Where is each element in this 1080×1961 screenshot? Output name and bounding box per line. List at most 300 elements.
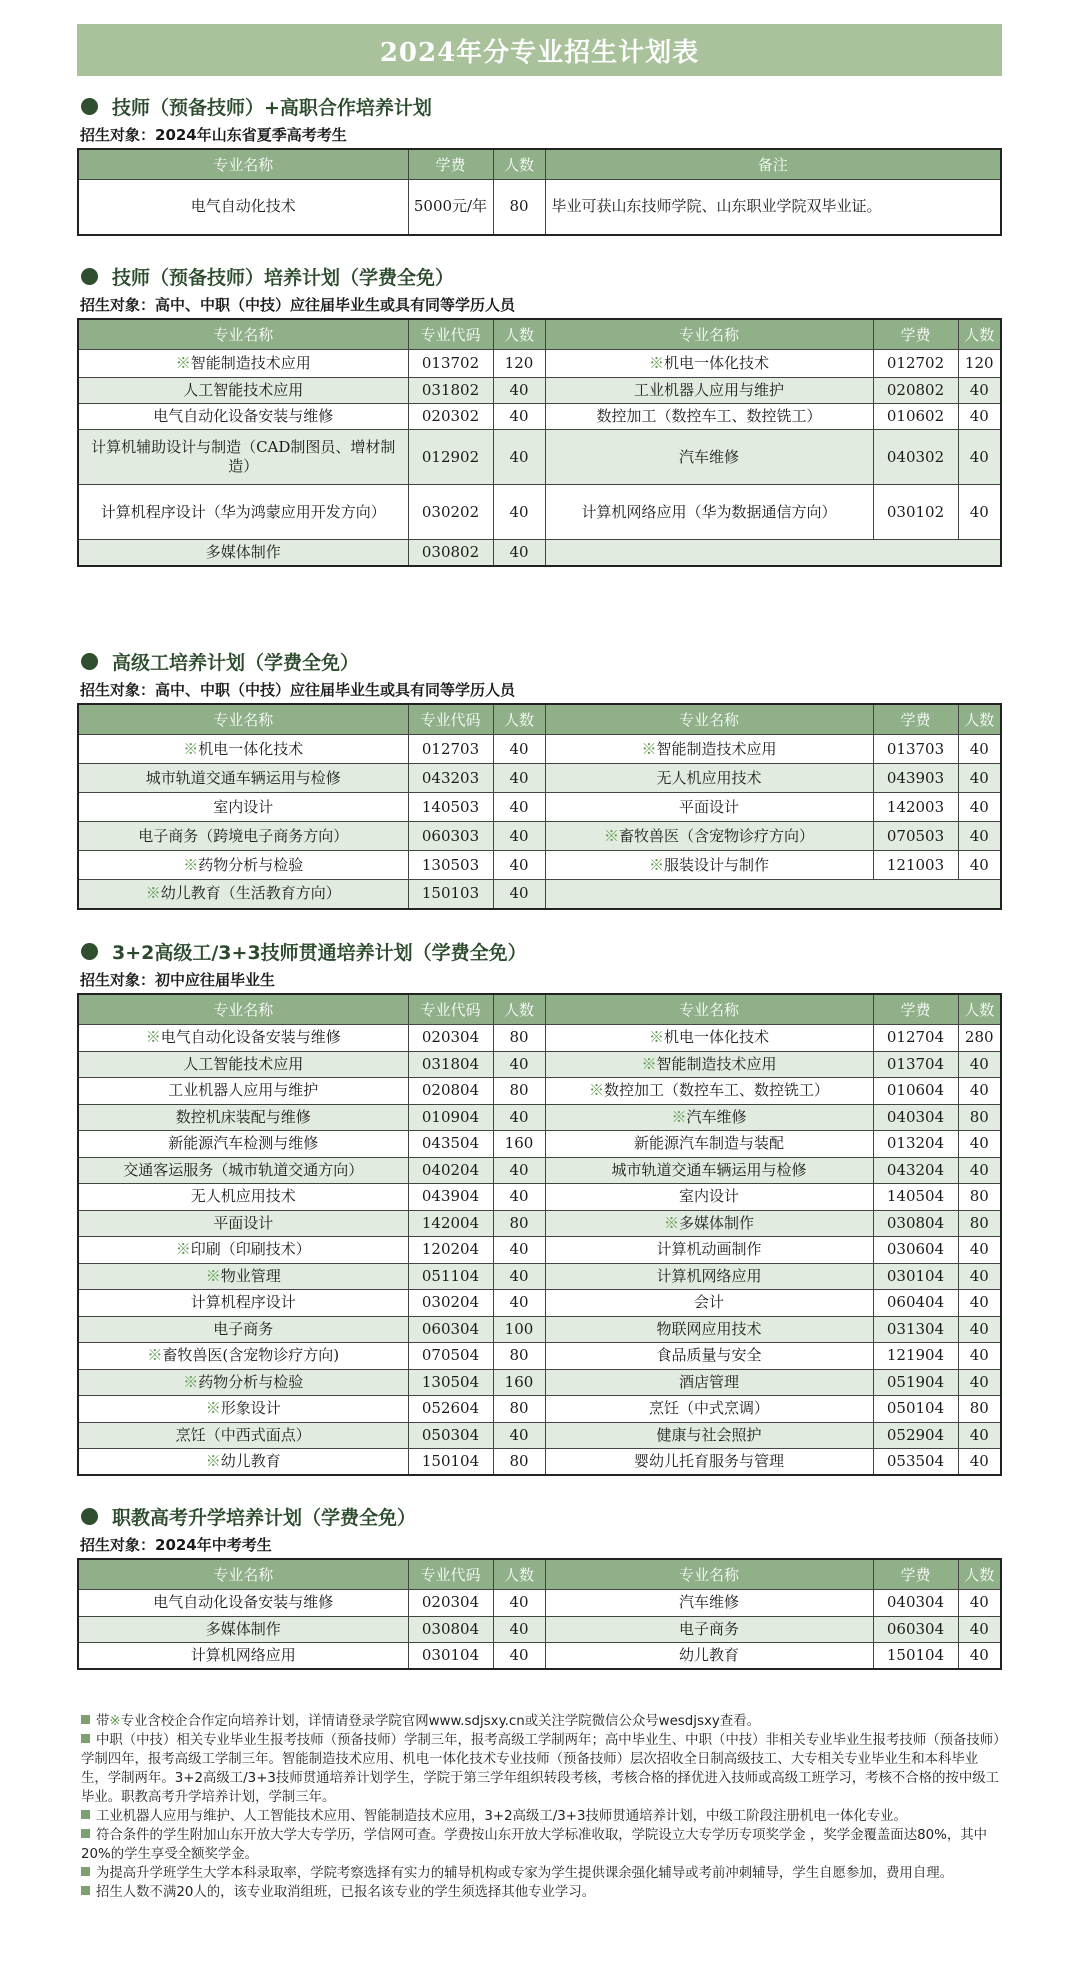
cell-code: 043504 <box>408 1131 493 1158</box>
cell-count: 40 <box>493 1643 545 1670</box>
cell-code: 051904 <box>873 1369 958 1396</box>
bullet-icon <box>81 1508 98 1525</box>
section-3-heading <box>77 645 1002 677</box>
cell-code: 012702 <box>873 350 958 378</box>
cell-count: 40 <box>493 430 545 485</box>
cell-code: 020804 <box>408 1078 493 1105</box>
cell-count: 40 <box>493 540 545 566</box>
cell-major: ※智能制造技术应用 <box>78 350 408 378</box>
section-5-heading <box>77 1500 1002 1532</box>
cell-code: 020802 <box>873 378 958 404</box>
column-header: 人数 <box>958 994 1001 1025</box>
square-bullet-icon <box>81 1715 90 1724</box>
cell-code: 140503 <box>408 793 493 822</box>
section-4-title: 3+2高级工/3+3技师贯通培养计划（学费全免） <box>112 941 527 964</box>
cell-code: 030604 <box>873 1237 958 1264</box>
cell-count: 40 <box>958 851 1001 880</box>
cooperation-mark-icon: ※ <box>648 855 664 874</box>
table-row <box>78 1396 1001 1423</box>
cooperation-mark-icon: ※ <box>183 1372 199 1391</box>
column-header: 专业代码 <box>408 994 493 1025</box>
section-3-target: 招生对象：高中、中职（中技）应往届毕业生或具有同等学历人员 <box>80 681 516 699</box>
cell-count: 40 <box>493 764 545 793</box>
cell-code: 030204 <box>408 1290 493 1317</box>
cell-code: 031802 <box>408 378 493 404</box>
cell-code: 013703 <box>873 735 958 764</box>
cell-count: 40 <box>493 1184 545 1211</box>
cell-major: ※智能制造技术应用 <box>545 1051 873 1078</box>
cell-code: 010602 <box>873 404 958 430</box>
cooperation-mark-icon: ※ <box>671 1107 687 1126</box>
table-5 <box>77 1558 1002 1670</box>
table-row <box>78 793 1001 822</box>
cell-major: 会计 <box>545 1290 873 1317</box>
table-row <box>78 1422 1001 1449</box>
cell-code: 040204 <box>408 1157 493 1184</box>
cell-code: 013702 <box>408 350 493 378</box>
section-2-title: 技师（预备技师）培养计划（学费全免） <box>112 266 455 289</box>
cell-major: 婴幼儿托育服务与管理 <box>545 1449 873 1476</box>
cell-count: 160 <box>493 1131 545 1158</box>
note-text: 招生人数不满20人的，该专业取消组班，已报名该专业的学生须选择其他专业学习。 <box>96 1885 596 1900</box>
cell-major: 无人机应用技术 <box>78 1184 408 1211</box>
section-2-target: 招生对象：高中、中职（中技）应往届毕业生或具有同等学历人员 <box>80 296 516 314</box>
cell-major: 城市轨道交通车辆运用与检修 <box>78 764 408 793</box>
cooperation-mark-icon: ※ <box>648 1028 664 1047</box>
column-header: 专业名称 <box>78 319 408 350</box>
table-row <box>78 735 1001 764</box>
cell-count: 40 <box>958 822 1001 851</box>
cell-count: 40 <box>958 1290 1001 1317</box>
section-5-title: 职教高考升学培养计划（学费全免） <box>112 1506 417 1529</box>
cell-code: 043904 <box>408 1184 493 1211</box>
cell-major: ※幼儿教育 <box>78 1449 408 1476</box>
cell-count: 40 <box>493 1104 545 1131</box>
cell-major: 平面设计 <box>545 793 873 822</box>
section-5-target: 招生对象：2024年中考考生 <box>80 1536 272 1554</box>
cell-count: 40 <box>958 1369 1001 1396</box>
cell-major: 交通客运服务（城市轨道交通方向） <box>78 1157 408 1184</box>
bullet-icon <box>81 268 98 285</box>
section-2 <box>77 260 1002 567</box>
note-item <box>81 1883 1002 1902</box>
cell-code: 030202 <box>408 485 493 540</box>
th-fee: 学费 <box>408 149 493 180</box>
section-5 <box>77 1500 1002 1670</box>
cell-major: 计算机辅助设计与制造（CAD制图员、增材制造） <box>78 430 408 485</box>
table-row <box>78 1237 1001 1264</box>
cooperation-mark-icon: ※ <box>147 1346 163 1365</box>
cell-code: 020304 <box>408 1025 493 1052</box>
table-row <box>78 822 1001 851</box>
cell-code: 150104 <box>408 1449 493 1476</box>
cell-major: ※机电一体化技术 <box>545 1025 873 1052</box>
cell-count: 40 <box>493 1422 545 1449</box>
cooperation-mark-icon: ※ <box>183 739 199 758</box>
cell-count: 40 <box>493 1237 545 1264</box>
cell-major: 无人机应用技术 <box>545 764 873 793</box>
cell-code: 121904 <box>873 1343 958 1370</box>
table-row <box>78 1184 1001 1211</box>
table-row <box>78 1590 1001 1617</box>
note-item <box>81 1731 1002 1807</box>
column-header: 人数 <box>493 319 545 350</box>
cell-major: 汽车维修 <box>545 1590 873 1617</box>
table-row <box>78 350 1001 378</box>
section-1-target: 招生对象：2024年山东省夏季高考考生 <box>80 126 347 144</box>
cell-major: 电气自动化设备安装与维修 <box>78 1590 408 1617</box>
cell-major: ※畜牧兽医（含宠物诊疗方向） <box>545 822 873 851</box>
cell-major: ※智能制造技术应用 <box>545 735 873 764</box>
cell-count: 80 <box>958 1396 1001 1423</box>
section-1-heading <box>77 90 1002 122</box>
cell-count: 80 <box>493 1449 545 1476</box>
table-row <box>78 1643 1001 1670</box>
cooperation-mark-icon: ※ <box>205 1266 221 1285</box>
bullet-icon <box>81 98 98 115</box>
cell-code: 043204 <box>873 1157 958 1184</box>
cell-major: 工业机器人应用与维护 <box>545 378 873 404</box>
cell-code: 060304 <box>408 1316 493 1343</box>
table-row <box>78 880 1001 909</box>
note-text: 符合条件的学生附加山东开放大学大专学历，学信网可查。学费按山东开放大学标准收取，学院设立大专学历专项奖学金 ，奖学金覆盖面达80%，其中20%的学生享受全额奖学金。 <box>81 1828 988 1862</box>
cell-major: 多媒体制作 <box>78 540 408 566</box>
cell-major: 数控机床装配与维修 <box>78 1104 408 1131</box>
cell-count: 40 <box>493 1290 545 1317</box>
cell-major: 工业机器人应用与维护 <box>78 1078 408 1105</box>
cell-count: 40 <box>493 1263 545 1290</box>
table-row <box>78 1369 1001 1396</box>
cooperation-mark-icon: ※ <box>588 1081 604 1100</box>
table-row <box>78 1051 1001 1078</box>
cell-count: 40 <box>958 1157 1001 1184</box>
table-row <box>78 1343 1001 1370</box>
cell-code: 040304 <box>873 1590 958 1617</box>
cell-major: ※药物分析与检验 <box>78 851 408 880</box>
cell-code: 012902 <box>408 430 493 485</box>
cell-count: 40 <box>493 1590 545 1617</box>
cell-major: 幼儿教育 <box>545 1643 873 1670</box>
cell-count: 80 <box>493 1025 545 1052</box>
cell-major: 室内设计 <box>545 1184 873 1211</box>
cell-major: 汽车维修 <box>545 430 873 485</box>
cell-code: 060303 <box>408 822 493 851</box>
section-3 <box>77 645 1002 910</box>
cell-code: 030104 <box>408 1643 493 1670</box>
cell-code: 142004 <box>408 1210 493 1237</box>
cell-code: 052904 <box>873 1422 958 1449</box>
cell-major: ※印刷（印刷技术） <box>78 1237 408 1264</box>
cell-code: 052604 <box>408 1396 493 1423</box>
cell-code: 142003 <box>873 793 958 822</box>
cell-count: 40 <box>958 1616 1001 1643</box>
cooperation-mark-icon: ※ <box>145 1028 161 1047</box>
column-header: 人数 <box>958 1559 1001 1590</box>
table-4 <box>77 993 1002 1476</box>
page-title: 2024年分专业招生计划表 <box>77 24 1002 76</box>
cell-major: ※多媒体制作 <box>545 1210 873 1237</box>
cell-major: 人工智能技术应用 <box>78 1051 408 1078</box>
cell-remark: 毕业可获山东技师学院、山东职业学院双毕业证。 <box>545 180 1001 235</box>
table-row <box>78 1316 1001 1343</box>
cell-count: 80 <box>493 1343 545 1370</box>
cell-count: 100 <box>493 1316 545 1343</box>
cell-count: 80 <box>493 1396 545 1423</box>
table-row <box>78 540 1001 566</box>
cell-major: 城市轨道交通车辆运用与检修 <box>545 1157 873 1184</box>
cooperation-mark-icon: ※ <box>175 1240 191 1259</box>
cell-major: ※机电一体化技术 <box>78 735 408 764</box>
column-header: 学费 <box>873 319 958 350</box>
column-header: 专业名称 <box>545 704 873 735</box>
column-header: 专业代码 <box>408 319 493 350</box>
empty-cell <box>545 880 1001 909</box>
cell-count: 40 <box>958 1263 1001 1290</box>
cell-major: ※数控加工（数控车工、数控铣工） <box>545 1078 873 1105</box>
section-4 <box>77 935 1002 1476</box>
cell-count: 40 <box>958 1449 1001 1476</box>
column-header: 专业名称 <box>545 1559 873 1590</box>
note-text: 中职（中技）相关专业毕业生报考技师（预备技师）学制三年，报考高级工学制两年；高中毕业生、中职（中技）非相关专业毕业生报考技师（预备技师）学制四年，报考高级工学制三年。智能制造技术应用、机电一体化技术专业技师（预备技师）层次招收全日制高级技工、大专相关专业毕业生和本科毕业生，学制两年。3+2高级工/3+3技师贯通培养计划学生，学院于第三学年组织转段考核，考核合格的择优进入技师或高级工班学习，考核不合格的按中级工毕业。职教高考升学培养计划，学制三年。 <box>81 1733 1000 1805</box>
cell-major: 数控加工（数控车工、数控铣工） <box>545 404 873 430</box>
cell-code: 030102 <box>873 485 958 540</box>
cell-code: 040304 <box>873 1104 958 1131</box>
cell-major: 新能源汽车制造与装配 <box>545 1131 873 1158</box>
note-item <box>81 1712 1002 1731</box>
cell-count: 40 <box>493 793 545 822</box>
square-bullet-icon <box>81 1734 90 1743</box>
cell-count: 40 <box>958 764 1001 793</box>
cell-code: 053504 <box>873 1449 958 1476</box>
cell-code: 040302 <box>873 430 958 485</box>
cell-major: 健康与社会照护 <box>545 1422 873 1449</box>
section-1-title: 技师（预备技师）+高职合作培养计划 <box>112 96 432 119</box>
column-header: 专业名称 <box>78 1559 408 1590</box>
cell-major: ※幼儿教育（生活教育方向） <box>78 880 408 909</box>
cell-count: 40 <box>958 1422 1001 1449</box>
table-row <box>78 1131 1001 1158</box>
cell-major: 多媒体制作 <box>78 1616 408 1643</box>
cell-count: 40 <box>958 735 1001 764</box>
cell-major: 计算机程序设计（华为鸿蒙应用开发方向） <box>78 485 408 540</box>
cell-code: 030104 <box>873 1263 958 1290</box>
cell-count: 40 <box>493 1157 545 1184</box>
cooperation-mark-icon: ※ <box>205 1452 221 1470</box>
cell-count: 80 <box>493 1210 545 1237</box>
column-header: 人数 <box>493 1559 545 1590</box>
cooperation-mark-icon: ※ <box>648 354 664 372</box>
cell-code: 031304 <box>873 1316 958 1343</box>
cell-count: 120 <box>958 350 1001 378</box>
cell-major: 烹饪（中西式面点） <box>78 1422 408 1449</box>
note-text: 为提高升学班学生大学本科录取率，学院考察选择有实力的辅导机构或专家为学生提供课余强化辅导或考前冲刺辅导，学生自愿参加，费用自理。 <box>96 1866 953 1881</box>
cell-count: 40 <box>493 485 545 540</box>
table-row <box>78 1078 1001 1105</box>
cell-count: 80 <box>493 180 545 235</box>
cell-major: 人工智能技术应用 <box>78 378 408 404</box>
cell-code: 031804 <box>408 1051 493 1078</box>
cell-count: 80 <box>958 1104 1001 1131</box>
cell-major: ※畜牧兽医(含宠物诊疗方向) <box>78 1343 408 1370</box>
table-2 <box>77 318 1002 567</box>
cell-code: 043903 <box>873 764 958 793</box>
note-text: 工业机器人应用与维护、人工智能技术应用、智能制造技术应用，3+2高级工/3+3技师贯通培养计划，中级工阶段注册机电一体化专业。 <box>96 1809 907 1824</box>
column-header: 专业名称 <box>545 994 873 1025</box>
cell-code: 050104 <box>873 1396 958 1423</box>
column-header: 专业代码 <box>408 1559 493 1590</box>
note-item <box>81 1807 1002 1826</box>
table-row <box>78 851 1001 880</box>
cell-major: 电气自动化技术 <box>78 180 408 235</box>
column-header: 专业名称 <box>78 994 408 1025</box>
cell-code: 012704 <box>873 1025 958 1052</box>
th-count: 人数 <box>493 149 545 180</box>
note-text: 带※专业含校企合作定向培养计划，详情请登录学院官网www.sdjsxy.cn或关注学院微信公众号wesdjsxy查看。 <box>96 1714 760 1729</box>
column-header: 人数 <box>958 319 1001 350</box>
cell-code: 030804 <box>873 1210 958 1237</box>
cell-major: ※汽车维修 <box>545 1104 873 1131</box>
cell-count: 160 <box>493 1369 545 1396</box>
cell-major: 电子商务（跨境电子商务方向） <box>78 822 408 851</box>
square-bullet-icon <box>81 1810 90 1819</box>
cell-count: 40 <box>493 880 545 909</box>
square-bullet-icon <box>81 1829 90 1838</box>
cell-code: 013704 <box>873 1051 958 1078</box>
cell-count: 120 <box>493 350 545 378</box>
cell-count: 40 <box>493 378 545 404</box>
table-row <box>78 1616 1001 1643</box>
section-3-title: 高级工培养计划（学费全免） <box>112 651 360 674</box>
cell-code: 020302 <box>408 404 493 430</box>
cooperation-mark-icon: ※ <box>641 739 657 758</box>
cell-count: 280 <box>958 1025 1001 1052</box>
cooperation-mark-icon: ※ <box>603 826 619 845</box>
cell-count: 40 <box>958 485 1001 540</box>
cell-code: 150103 <box>408 880 493 909</box>
cell-code: 060304 <box>873 1616 958 1643</box>
cell-major: ※机电一体化技术 <box>545 350 873 378</box>
column-header: 学费 <box>873 1559 958 1590</box>
cell-count: 40 <box>958 378 1001 404</box>
cell-count: 40 <box>493 851 545 880</box>
cell-code: 060404 <box>873 1290 958 1317</box>
section-1 <box>77 90 1002 236</box>
cell-count: 40 <box>958 1343 1001 1370</box>
table-row <box>78 1210 1001 1237</box>
cell-code: 130504 <box>408 1369 493 1396</box>
cooperation-mark-icon: ※ <box>145 884 161 903</box>
column-header: 人数 <box>493 994 545 1025</box>
cell-count: 40 <box>958 1237 1001 1264</box>
cell-code: 043203 <box>408 764 493 793</box>
cell-code: 140504 <box>873 1184 958 1211</box>
cell-major: 物联网应用技术 <box>545 1316 873 1343</box>
cell-count: 40 <box>958 1051 1001 1078</box>
table-row <box>78 1290 1001 1317</box>
cell-code: 121003 <box>873 851 958 880</box>
cell-count: 80 <box>493 1078 545 1105</box>
cooperation-mark-icon: ※ <box>175 354 191 372</box>
cell-code: 012703 <box>408 735 493 764</box>
cell-major: 计算机网络应用（华为数据通信方向） <box>545 485 873 540</box>
note-item <box>81 1864 1002 1883</box>
cooperation-mark-icon: ※ <box>641 1054 657 1073</box>
column-header: 专业代码 <box>408 704 493 735</box>
cooperation-mark-icon: ※ <box>183 855 199 874</box>
table-row <box>78 764 1001 793</box>
section-4-target: 招生对象：初中应往届毕业生 <box>80 971 276 989</box>
table-row <box>78 430 1001 485</box>
cell-count: 40 <box>958 430 1001 485</box>
column-header: 专业名称 <box>545 319 873 350</box>
cell-major: 食品质量与安全 <box>545 1343 873 1370</box>
cell-major: 电子商务 <box>78 1316 408 1343</box>
empty-cell <box>545 540 1001 566</box>
cell-major: 计算机程序设计 <box>78 1290 408 1317</box>
cell-major: 计算机动画制作 <box>545 1237 873 1264</box>
cooperation-mark-icon: ※ <box>109 1714 121 1729</box>
cell-major: 电子商务 <box>545 1616 873 1643</box>
cell-major: 烹饪（中式烹调） <box>545 1396 873 1423</box>
cell-major: ※物业管理 <box>78 1263 408 1290</box>
table-row <box>78 404 1001 430</box>
table-row <box>78 1104 1001 1131</box>
bullet-icon <box>81 943 98 960</box>
table-3 <box>77 703 1002 910</box>
cell-major: 电气自动化设备安装与维修 <box>78 404 408 430</box>
cell-major: 室内设计 <box>78 793 408 822</box>
note-item <box>81 1826 1002 1864</box>
table-1 <box>77 148 1002 236</box>
cooperation-mark-icon: ※ <box>663 1213 679 1232</box>
th-major: 专业名称 <box>78 149 408 180</box>
cell-count: 40 <box>493 404 545 430</box>
cell-count: 40 <box>958 404 1001 430</box>
cell-code: 150104 <box>873 1643 958 1670</box>
cell-count: 80 <box>958 1184 1001 1211</box>
cell-fee: 5000元/年 <box>408 180 493 235</box>
cell-code: 020304 <box>408 1590 493 1617</box>
cell-code: 070503 <box>873 822 958 851</box>
th-remark: 备注 <box>545 149 1001 180</box>
cell-code: 010904 <box>408 1104 493 1131</box>
cooperation-mark-icon: ※ <box>205 1399 221 1418</box>
cell-count: 40 <box>958 1590 1001 1617</box>
cell-major: 计算机网络应用 <box>545 1263 873 1290</box>
cell-count: 40 <box>958 1643 1001 1670</box>
column-header: 人数 <box>958 704 1001 735</box>
table-row <box>78 1449 1001 1476</box>
table-row <box>78 1263 1001 1290</box>
section-2-heading <box>77 260 1002 292</box>
cell-count: 40 <box>493 822 545 851</box>
cell-code: 051104 <box>408 1263 493 1290</box>
cell-major: ※药物分析与检验 <box>78 1369 408 1396</box>
square-bullet-icon <box>81 1886 90 1895</box>
column-header: 人数 <box>493 704 545 735</box>
table-row <box>78 1025 1001 1052</box>
cell-code: 050304 <box>408 1422 493 1449</box>
cell-code: 030804 <box>408 1616 493 1643</box>
cell-count: 40 <box>958 793 1001 822</box>
cell-count: 40 <box>493 1051 545 1078</box>
cell-count: 40 <box>493 735 545 764</box>
table-row <box>78 378 1001 404</box>
cell-count: 40 <box>493 1616 545 1643</box>
cell-major: 计算机网络应用 <box>78 1643 408 1670</box>
cell-count: 40 <box>958 1078 1001 1105</box>
cell-code: 030802 <box>408 540 493 566</box>
